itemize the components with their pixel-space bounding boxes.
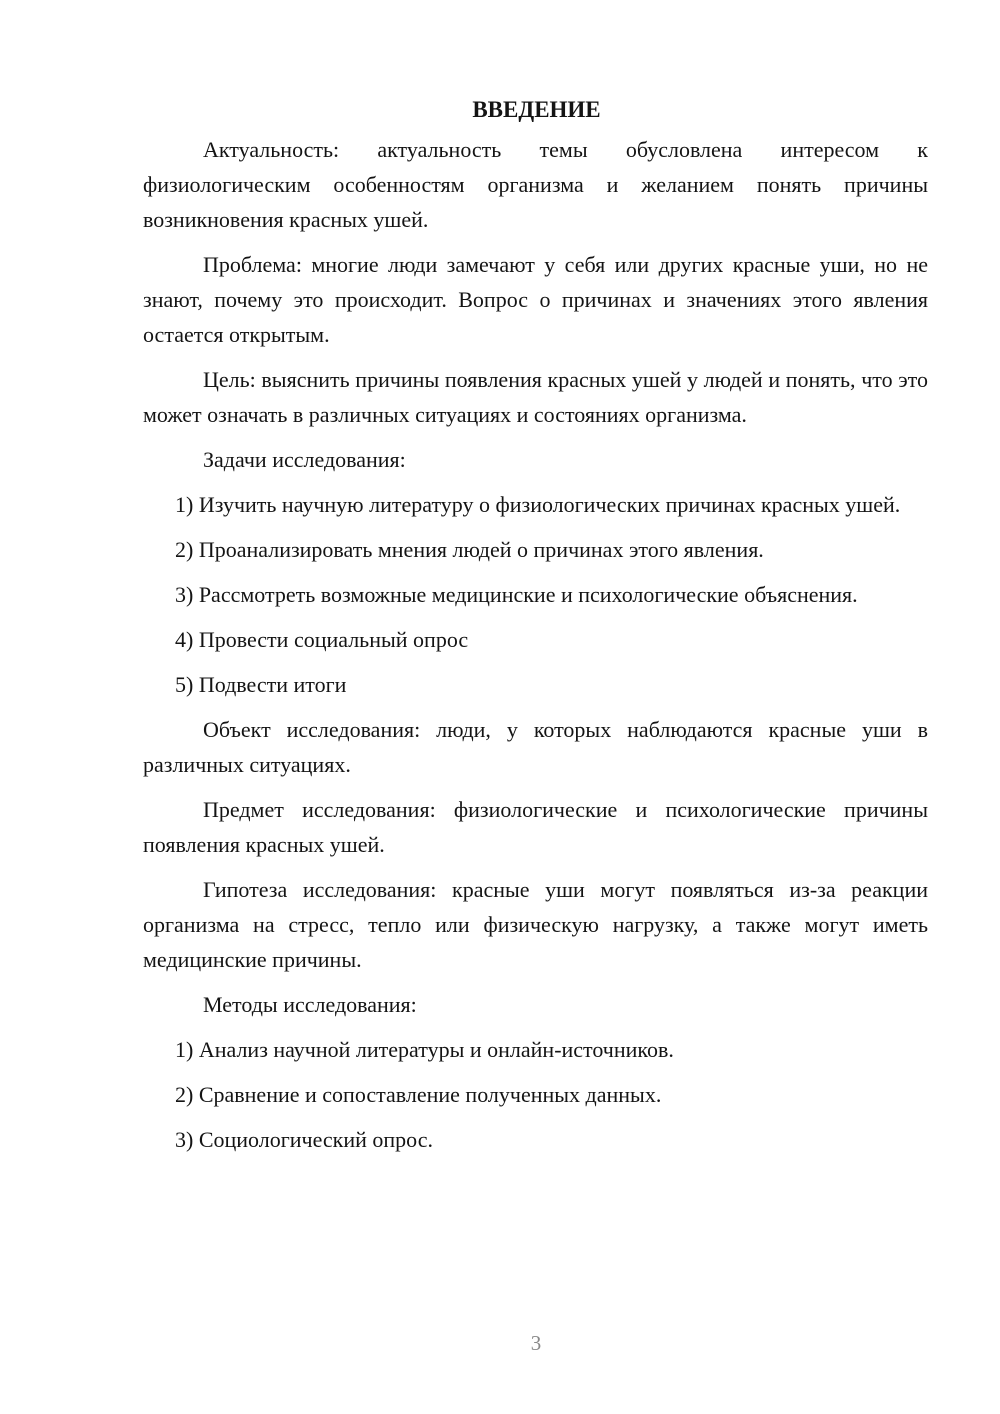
task-item: 3) Рассмотреть возможные медицинские и психологические объяснения. (175, 582, 858, 607)
problem-paragraph: Проблема: многие люди замечают у себя или других красные уши, но не знают, почему это происходит. Вопрос о причинах и значениях этого явления остается открытым. (143, 252, 928, 347)
tasks-heading: Задачи исследования: (203, 447, 406, 472)
task-item: 4) Провести социальный опрос (175, 627, 469, 652)
hypothesis-paragraph: Гипотеза исследования: красные уши могут появляться из-за реакции организма на стресс, тепло или физическую нагрузку, а также могут иметь медицинские причины. (143, 877, 928, 972)
subject-paragraph: Предмет исследования: физиологические и психологические причины появления красных ушей. (143, 797, 928, 857)
goal-paragraph: Цель: выяснить причины появления красных ушей у людей и понять, что это может означать в различных ситуациях и состояниях организма. (143, 367, 928, 427)
methods-heading: Методы исследования: (203, 992, 417, 1017)
method-item: 2) Сравнение и сопоставление полученных данных. (175, 1082, 662, 1107)
section-title: ВВЕДЕНИЕ (472, 97, 601, 122)
method-item: 1) Анализ научной литературы и онлайн-источников. (175, 1037, 674, 1062)
relevance-paragraph: Актуальность: актуальность темы обусловлена интересом к физиологическим особенностям организма и желанием понять причины возникновения красных ушей. (143, 137, 928, 232)
task-item: 2) Проанализировать мнения людей о причинах этого явления. (175, 537, 764, 562)
task-item: 5) Подвести итоги (175, 672, 347, 697)
method-item: 3) Социологический опрос. (175, 1127, 433, 1152)
object-paragraph: Объект исследования: люди, у которых наблюдаются красные уши в различных ситуациях. (143, 717, 928, 777)
task-item: 1) Изучить научную литературу о физиологических причинах красных ушей. (175, 492, 901, 517)
page-number: 3 (530, 1331, 542, 1355)
document-page (143, 92, 928, 1167)
